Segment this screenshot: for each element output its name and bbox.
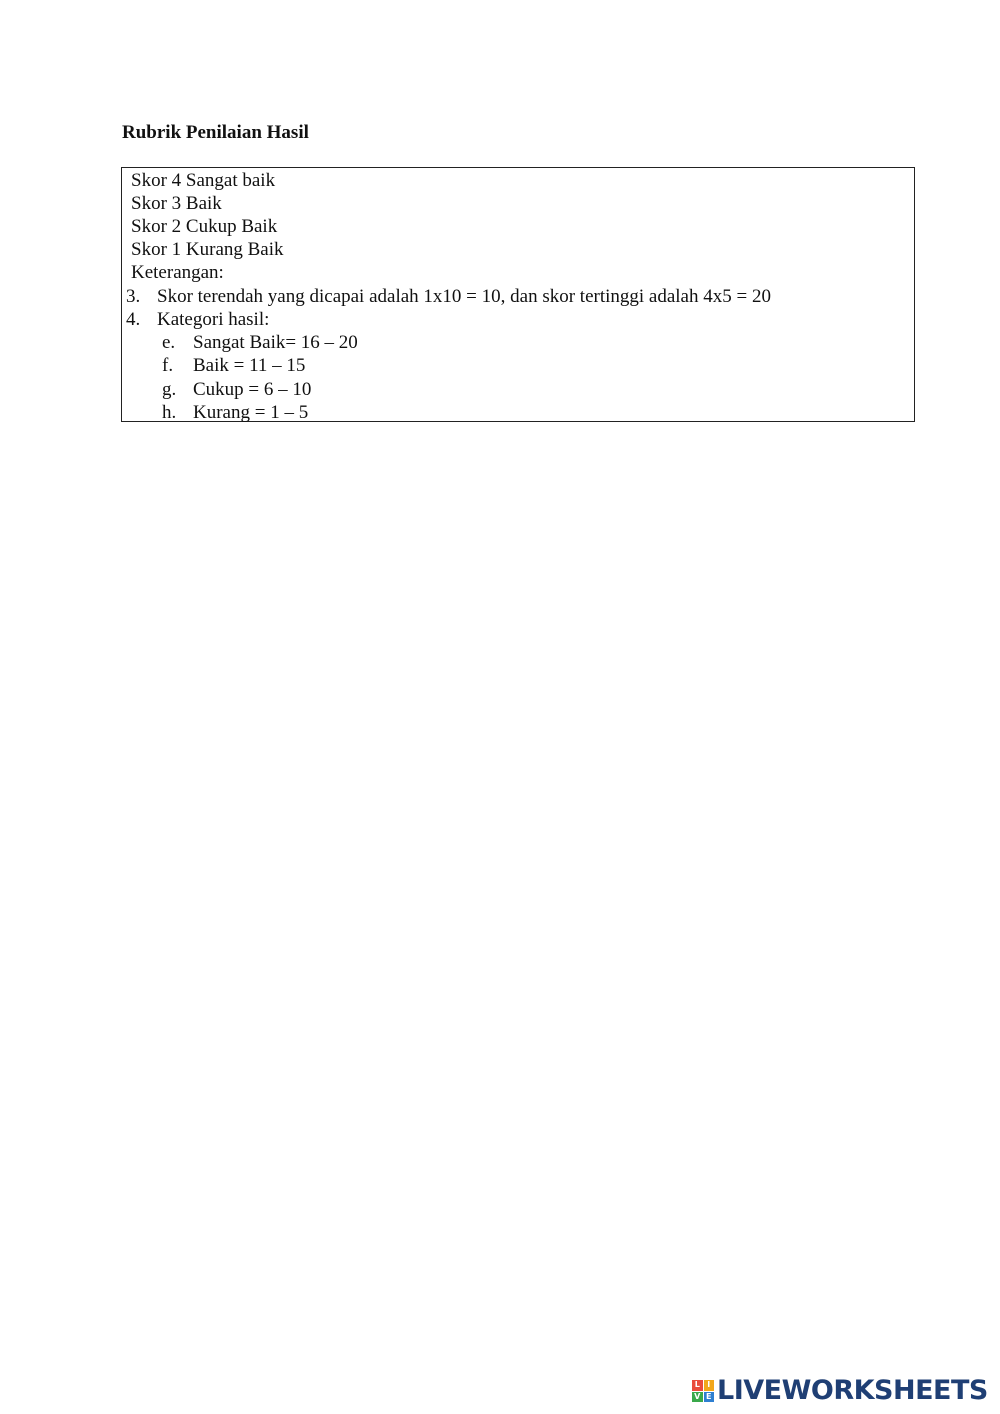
list-item-text: Kategori hasil: xyxy=(157,309,270,330)
rubric-box xyxy=(121,167,915,422)
list-item-number: 4. xyxy=(126,309,141,330)
liveworksheets-logo xyxy=(692,1374,988,1408)
logo-letter: L xyxy=(692,1380,703,1391)
score-line-4: Skor 4 Sangat baik xyxy=(131,170,276,191)
category-text: Kurang = 1 – 5 xyxy=(193,402,309,423)
note-label: Keterangan: xyxy=(131,262,224,283)
logo-letter: E xyxy=(704,1392,715,1403)
list-item-text: Skor terendah yang dicapai adalah 1x10 = 10, dan skor tertinggi adalah 4x5 = 20 xyxy=(157,286,771,307)
score-line-3: Skor 3 Baik xyxy=(131,193,222,214)
logo-text: LIVEWORKSHEETS xyxy=(717,1375,988,1406)
category-text: Baik = 11 – 15 xyxy=(193,355,306,376)
list-item-number: 3. xyxy=(126,286,141,307)
score-line-1: Skor 1 Kurang Baik xyxy=(131,239,284,260)
page-title: Rubrik Penilaian Hasil xyxy=(122,122,309,143)
category-text: Sangat Baik= 16 – 20 xyxy=(193,332,358,353)
score-line-2: Skor 2 Cukup Baik xyxy=(131,216,278,237)
category-text: Cukup = 6 – 10 xyxy=(193,379,312,400)
logo-icon xyxy=(692,1380,714,1402)
category-letter: h. xyxy=(162,402,177,423)
category-letter: f. xyxy=(162,355,174,376)
category-letter: e. xyxy=(162,332,176,353)
logo-letter: V xyxy=(692,1392,703,1403)
category-letter: g. xyxy=(162,379,177,400)
logo-letter: I xyxy=(704,1380,715,1391)
